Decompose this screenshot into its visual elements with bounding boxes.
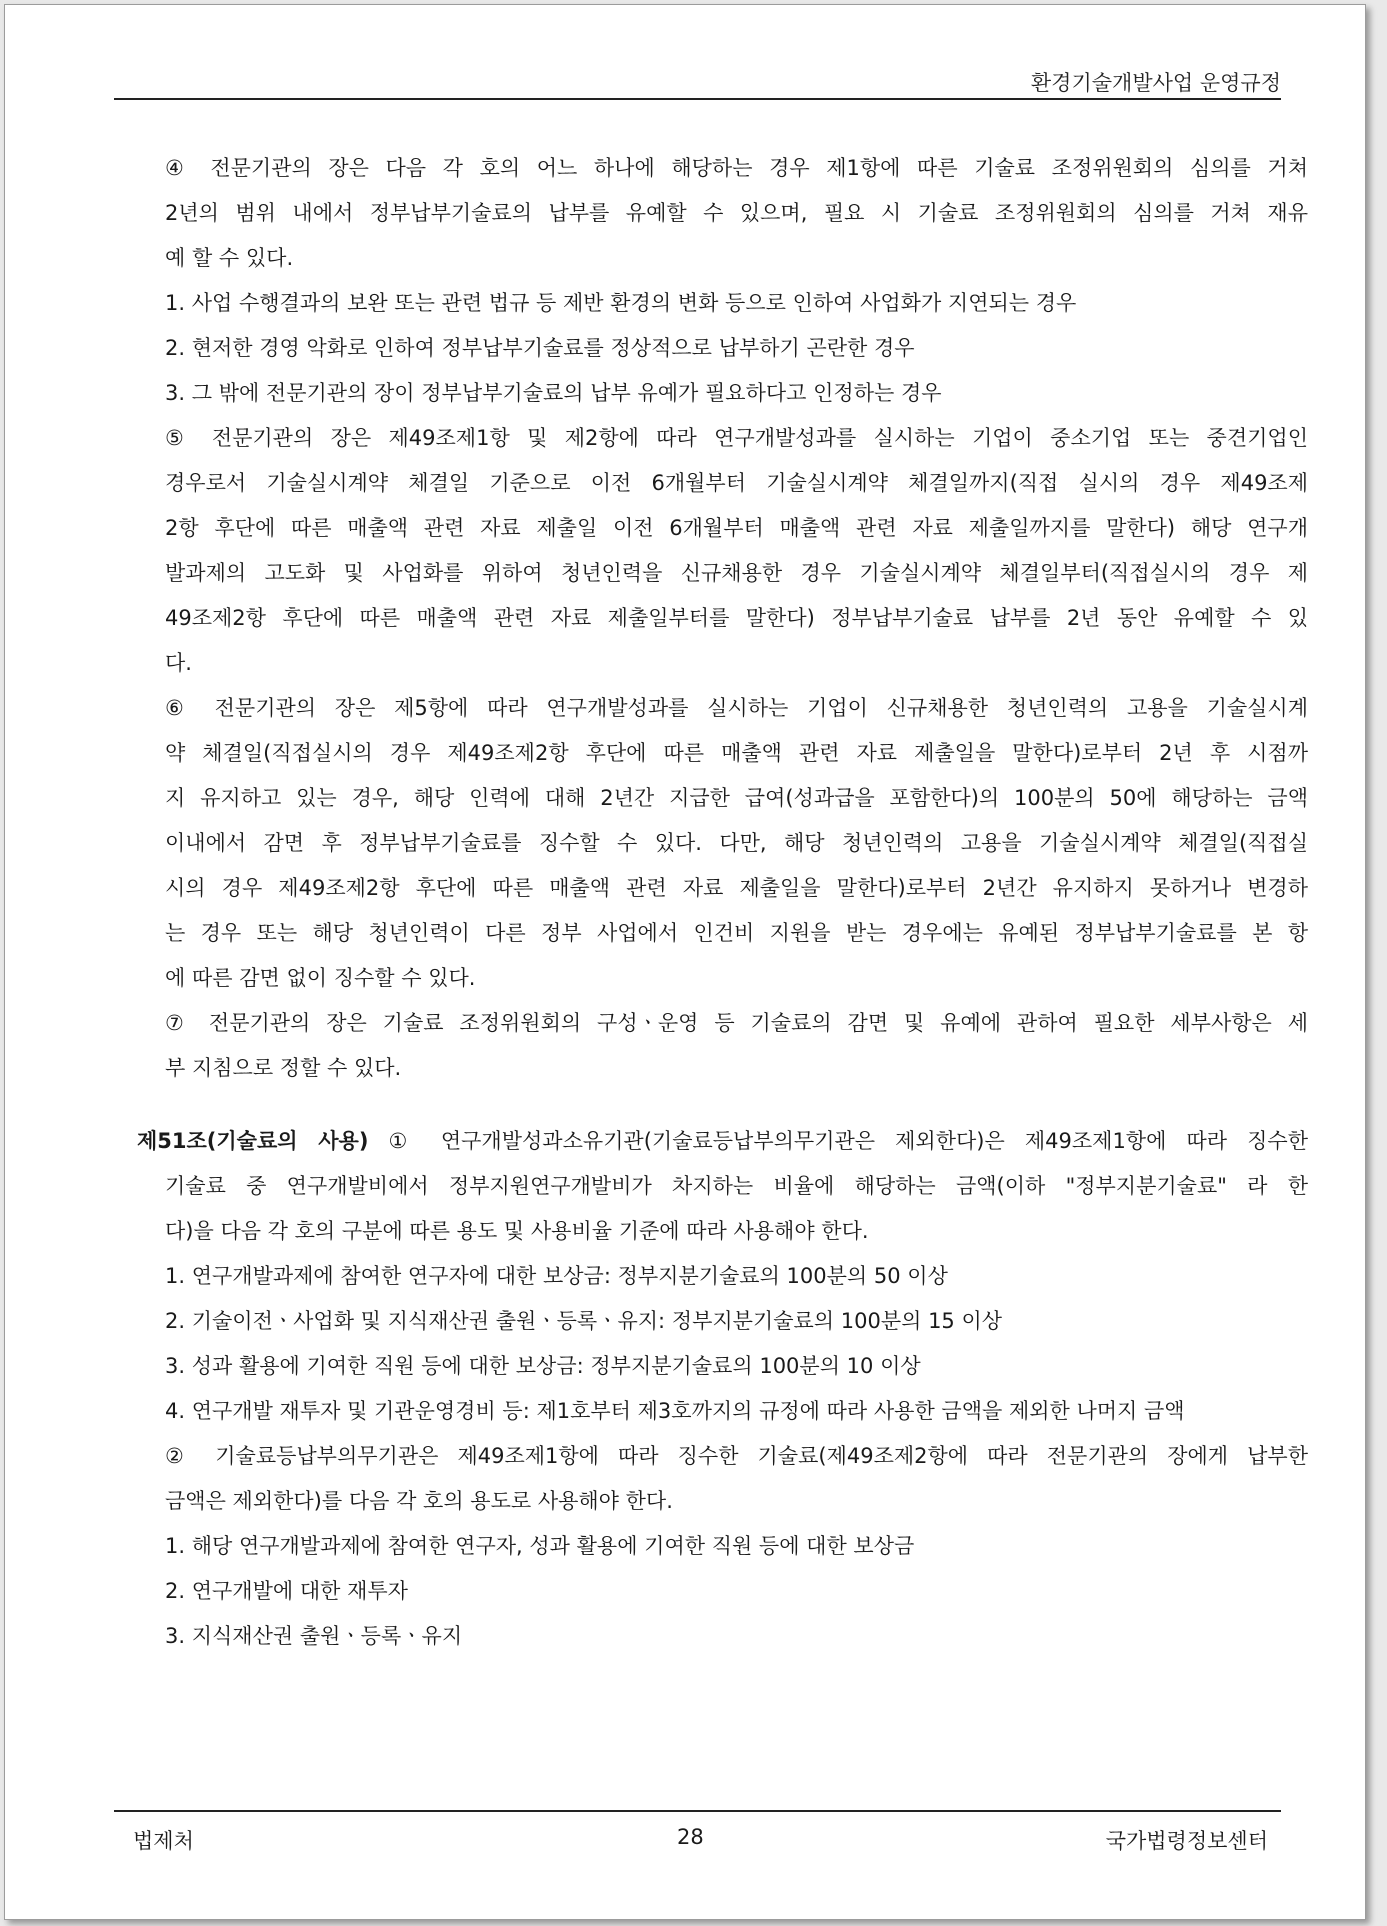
text-line: 2년의 범위 내에서 정부납부기술료의 납부를 유예할 수 있으며, 필요 시 기술료 조정위원회의 심의를 거쳐 재유 [165, 201, 1308, 225]
text-line: ④ 전문기관의 장은 다음 각 호의 어느 하나에 해당하는 경우 제1항에 따른 기술료 조정위원회의 심의를 거쳐 [165, 156, 1308, 180]
text-line: 2항 후단에 따른 매출액 관련 자료 제출일 이전 6개월부터 매출액 관련 자료 제출일까지를 말한다) 해당 연구개 [165, 516, 1308, 540]
document-page [4, 4, 1366, 1920]
text-line: 4. 연구개발 재투자 및 기관운영경비 등: 제1호부터 제3호까지의 규정에 따라 사용한 금액을 제외한 나머지 금액 [165, 1399, 1185, 1423]
footer-divider [114, 1810, 1281, 1812]
text-line: ② 기술료등납부의무기관은 제49조제1항에 따라 징수한 기술료(제49조제2항에 따라 전문기관의 장에게 납부한 [165, 1444, 1308, 1468]
text-line: ⑦ 전문기관의 장은 기술료 조정위원회의 구성ㆍ운영 등 기술료의 감면 및 유예에 관하여 필요한 세부사항은 세 [165, 1011, 1308, 1035]
article-51 [137, 1119, 1308, 1164]
text-line: 예 할 수 있다. [165, 246, 294, 270]
header-title: 환경기술개발사업 운영규정 [1030, 71, 1281, 95]
text-line: 지 유지하고 있는 경우, 해당 인력에 대해 2년간 지급한 급여(성과급을 포함한다)의 100분의 50에 해당하는 금액 [165, 786, 1308, 810]
text-line: 1. 해당 연구개발과제에 참여한 연구자, 성과 활용에 기여한 직원 등에 대한 보상금 [165, 1534, 915, 1558]
text-line: 3. 성과 활용에 기여한 직원 등에 대한 보상금: 정부지분기술료의 100분의 10 이상 [165, 1354, 921, 1378]
text-line: 경우로서 기술실시계약 체결일 기준으로 이전 6개월부터 기술실시계약 체결일까지(직접 실시의 경우 제49조제 [165, 471, 1308, 495]
text-line: 3. 지식재산권 출원ㆍ등록ㆍ유지 [165, 1624, 463, 1648]
text-line: 발과제의 고도화 및 사업화를 위하여 청년인력을 신규채용한 경우 기술실시계약 체결일부터(직접실시의 경우 제 [165, 561, 1308, 585]
document-body [137, 146, 1308, 1659]
text-line: 다)을 다음 각 호의 구분에 따른 용도 및 사용비율 기준에 따라 사용해야 한다. [165, 1219, 869, 1243]
article-title: 제51조(기술료의 사용) [137, 1129, 369, 1153]
text-line: 1. 사업 수행결과의 보완 또는 관련 법규 등 제반 환경의 변화 등으로 인하여 사업화가 지연되는 경우 [165, 291, 1077, 315]
text-line: ⑤ 전문기관의 장은 제49조제1항 및 제2항에 따라 연구개발성과를 실시하는 기업이 중소기업 또는 중견기업인 [165, 426, 1308, 450]
article-first-line [137, 1119, 1308, 1164]
header-divider [114, 98, 1281, 100]
text-line: 시의 경우 제49조제2항 후단에 따른 매출액 관련 자료 제출일을 말한다)로부터 2년간 유지하지 못하거나 변경하 [165, 876, 1308, 900]
paragraph-block [165, 146, 1308, 1091]
text-line: 49조제2항 후단에 따른 매출액 관련 자료 제출일부터를 말한다) 정부납부기술료 납부를 2년 동안 유예할 수 있 [165, 606, 1308, 630]
text-line: 2. 연구개발에 대한 재투자 [165, 1579, 408, 1603]
text-line: 2. 현저한 경영 악화로 인하여 정부납부기술료를 정상적으로 납부하기 곤란한 경우 [165, 336, 915, 360]
text-line: 부 지침으로 정할 수 있다. [165, 1056, 402, 1080]
text-line: 1. 연구개발과제에 참여한 연구자에 대한 보상금: 정부지분기술료의 100분의 50 이상 [165, 1264, 948, 1288]
text-line: 는 경우 또는 해당 청년인력이 다른 정부 사업에서 인건비 지원을 받는 경우에는 유예된 정부납부기술료를 본 항 [165, 921, 1308, 945]
footer-source: 법제처 [133, 1829, 194, 1853]
page-number: 28 [677, 1825, 704, 1849]
article-body [165, 1164, 1308, 1659]
text-line: 금액은 제외한다)를 다음 각 호의 용도로 사용해야 한다. [165, 1489, 673, 1513]
text-line: 약 체결일(직접실시의 경우 제49조제2항 후단에 따른 매출액 관련 자료 제출일을 말한다)로부터 2년 후 시점까 [165, 741, 1308, 765]
text-line: 에 따른 감면 없이 징수할 수 있다. [165, 966, 476, 990]
text-line: 2. 기술이전ㆍ사업화 및 지식재산권 출원ㆍ등록ㆍ유지: 정부지분기술료의 100분의 15 이상 [165, 1309, 1003, 1333]
footer-publisher: 국가법령정보센터 [1105, 1829, 1268, 1853]
text-line: 3. 그 밖에 전문기관의 장이 정부납부기술료의 납부 유예가 필요하다고 인정하는 경우 [165, 381, 942, 405]
text-line: 이내에서 감면 후 정부납부기술료를 징수할 수 있다. 다만, 해당 청년인력의 고용을 기술실시계약 체결일(직접실 [165, 831, 1308, 855]
article-first-line-text: ① 연구개발성과소유기관(기술료등납부의무기관은 제외한다)은 제49조제1항에 따라 징수한 [368, 1129, 1308, 1153]
text-line: 다. [165, 651, 192, 675]
text-line: 기술료 중 연구개발비에서 정부지원연구개발비가 차지하는 비율에 해당하는 금액(이하 "정부지분기술료" 라 한 [165, 1174, 1308, 1198]
text-line: ⑥ 전문기관의 장은 제5항에 따라 연구개발성과를 실시하는 기업이 신규채용한 청년인력의 고용을 기술실시계 [165, 696, 1308, 720]
